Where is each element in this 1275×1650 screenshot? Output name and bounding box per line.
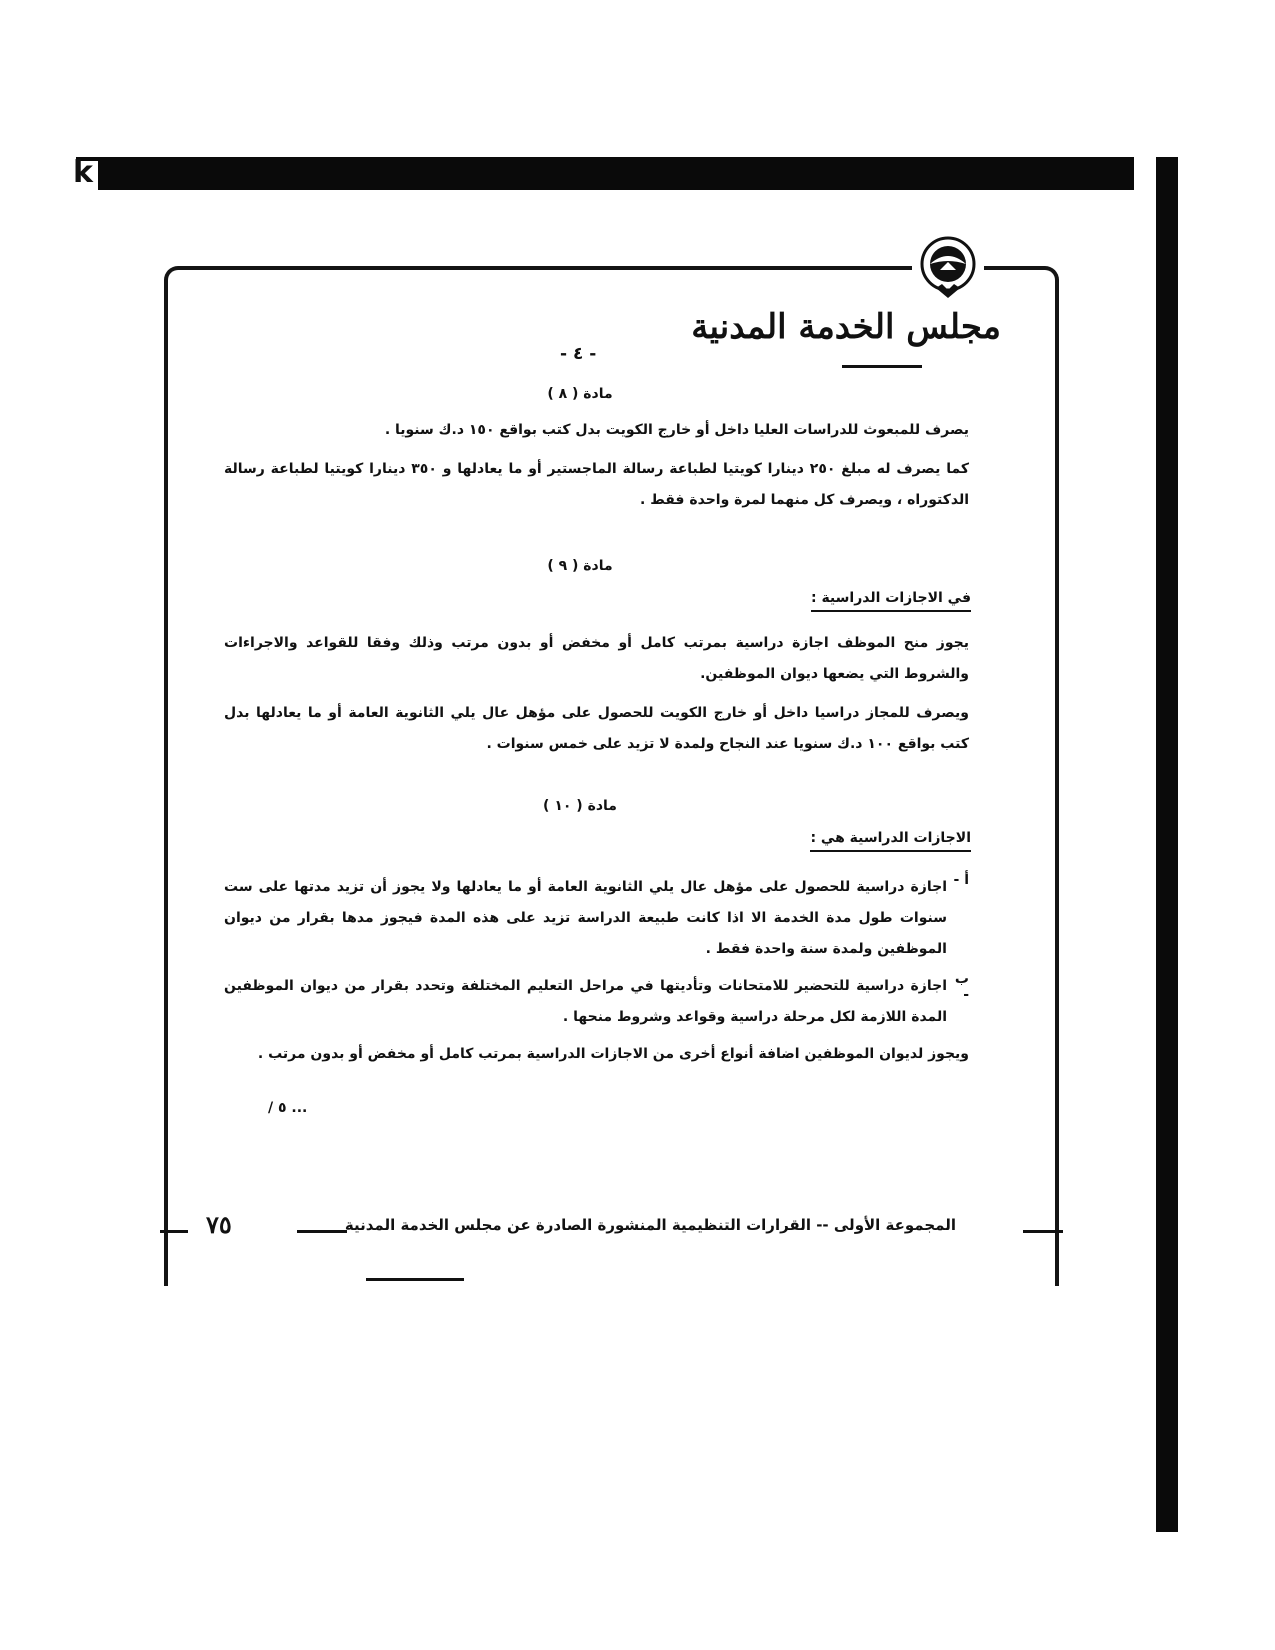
article-9-paragraph-1: يجوز منح الموظف اجازة دراسية بمرتب كامل أو مخفض أو بدون مرتب وذلك وفقا للقواعد والاجراءات والشروط التي يضعها ديوان الموظفين. xyxy=(224,635,969,682)
page-marker: - ٤ - xyxy=(560,344,597,364)
article-9-subheading: في الاجازات الدراسية : xyxy=(811,590,971,612)
article-8-body xyxy=(224,415,969,516)
continuation-mark: / ٥ ... xyxy=(268,1100,308,1116)
article-10-paragraph-3: ويجوز لديوان الموظفين اضافة أنواع أخرى من الاجازات الدراسية بمرتب كامل أو مخفض أو بدون مرتب . xyxy=(257,1046,969,1062)
list-item-a-text: اجازة دراسية للحصول على مؤهل عال يلي الثانوية العامة أو ما يعادلها ولا يجوز أن تزيد مدتها على ست سنوات طول مدة الخدمة الا اذا كانت طبيعة الدراسة تزيد على هذه المدة فيجوز مدها بقرار من ديوان الموظفين ولمدة سنة واحدة فقط . xyxy=(224,879,947,957)
article-8-paragraph-1: يصرف للمبعوث للدراسات العليا داخل أو خارج الكويت بدل كتب بواقع ١٥٠ د.ك سنويا . xyxy=(384,422,969,438)
bottom-rule xyxy=(366,1278,464,1281)
state-emblem xyxy=(912,232,984,304)
list-item-b-text: اجازة دراسية للتحضير للامتحانات وتأديتها في مراحل التعليم المختلفة وتحدد بقرار من ديوان الموظفين المدة اللازمة لكل مرحلة دراسية وقواعد وشروط منحها . xyxy=(224,978,947,1025)
article-10-body xyxy=(224,872,969,1070)
list-item-b xyxy=(224,971,969,1033)
list-item-a-label: أ - xyxy=(953,872,969,888)
article-10-subheading: الاجازات الدراسية هي : xyxy=(810,830,971,852)
emblem-icon xyxy=(914,234,982,302)
footer-caption: المجموعة الأولى -- القرارات التنظيمية المنشورة الصادرة عن مجلس الخدمة المدنية xyxy=(344,1216,956,1234)
article-9-body xyxy=(224,628,969,760)
title-underline xyxy=(842,365,922,368)
right-black-bar xyxy=(1156,157,1178,1532)
list-item-b-label: ب - xyxy=(954,971,969,1003)
page-number: ٧٥ xyxy=(206,1210,232,1239)
article-8-heading: مادة ( ٨ ) xyxy=(547,386,613,402)
page-footer xyxy=(160,1210,1063,1240)
article-9-heading: مادة ( ٩ ) xyxy=(547,558,613,574)
article-10-heading: مادة ( ١٠ ) xyxy=(543,798,617,814)
footer-rule-right xyxy=(1023,1230,1063,1233)
footer-rule-left xyxy=(160,1230,188,1233)
article-9-paragraph-2: ويصرف للمجاز دراسيا داخل أو خارج الكويت للحصول على مؤهل عال يلي الثانوية العامة أو ما يعادلها بدل كتب بواقع ١٠٠ د.ك سنويا عند النجاح ولمدة لا تزيد على خمس سنوات . xyxy=(224,705,969,752)
binding-mark: k xyxy=(73,155,93,190)
footer-dash xyxy=(297,1230,347,1233)
top-black-bar xyxy=(98,157,1134,190)
council-title: مجلس الخدمة المدنية xyxy=(691,307,1001,347)
list-item-a xyxy=(224,872,969,965)
article-8-paragraph-2: كما يصرف له مبلغ ٢٥٠ دينارا كويتيا لطباعة رسالة الماجستير أو ما يعادلها و ٣٥٠ دينارا كويتيا لطباعة رسالة الدكتوراه ، ويصرف كل منهما لمرة واحدة فقط . xyxy=(224,461,969,508)
